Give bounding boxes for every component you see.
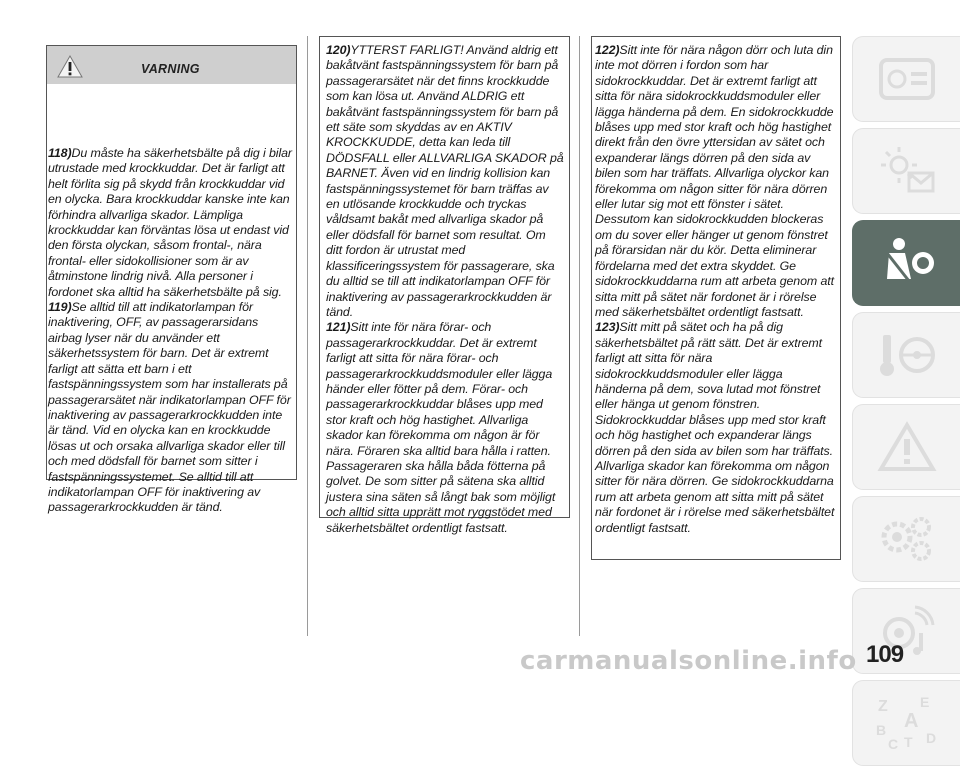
watermark: carmanualsonline.info <box>520 646 857 676</box>
index-letter: B <box>875 722 886 738</box>
warning-lights-icon <box>875 143 939 199</box>
note-120 <box>326 43 565 320</box>
warning-title: VARNING <box>141 62 200 76</box>
tab-warning-lights[interactable] <box>852 128 960 214</box>
note-number: 123) <box>595 320 620 335</box>
page-number: 109 <box>866 641 904 668</box>
alphabet-index-icon <box>872 693 942 753</box>
note-number: 118) <box>48 146 72 160</box>
notes-box-3 <box>591 36 841 560</box>
note-text: YTTERST FARLIGT! Använd aldrig ett bakåtvänt fastspänningssystem för barn på passagerarsätet när det finns krockkudde som kan lösa ut. Använd ALDRIG ett bakåtvänt fastspänningssystem för barn på ett säte som skyddas av en AKTIV KROCKKUDDE, detta kan leda till DÖDSFALL eller ALLVARLIGA SKADOR på BARNET. Även vid en lindrig kollision kan fastspänningssystemet för barn träffas av en utlösande krockkudde och tryckas våldsamt bakåt med allvarliga skador på eller dödsfall för barnet som resultat. Om ditt fordon är utrustat med klassificeringssystem för passagerare, ska du alltid se till att indikatorlampan OFF för inaktivering av passagerarkrockkudden är tänd. <box>326 43 564 319</box>
note-122 <box>595 43 837 320</box>
note-text: Sitt mitt på sätet och ha på dig säkerhetsbältet på rätt sätt. Det är extremt farligt att sitta för nära sidokrockkuddsmoduler eller lägga händerna på dem, sova lutad mot fönstret eller hänga ut genom fönstren. Sidokrockkuddar blåses upp med stor kraft och hög hastighet och expanderar längs dörren på den sida av bilen som har träffats. Allvarliga skador kan förekomma om någon sitter för nära dörren. Ge sidokrockkuddarna rum att arbeta genom att sitta mitt på sätet när fordonet är i rörelse med säkerhetsbältet ordentligt fastsatt. <box>595 320 835 535</box>
key-steering-icon <box>875 327 939 383</box>
note-118 <box>48 146 292 300</box>
note-119 <box>48 300 292 516</box>
note-121 <box>326 320 565 536</box>
warning-triangle-icon <box>875 419 939 475</box>
warning-box <box>46 45 297 515</box>
notes-box-2 <box>319 36 570 535</box>
warning-header <box>47 46 296 84</box>
seatbelt-airbag-icon <box>875 235 939 291</box>
car-dashboard-icon <box>877 54 937 104</box>
index-letter: Z <box>877 698 888 715</box>
index-letter: E <box>919 694 929 710</box>
tab-index[interactable] <box>852 680 960 766</box>
note-number: 119) <box>48 300 72 315</box>
index-letter: A <box>903 710 918 732</box>
note-text: Du måste ha säkerhetsbälte på dig i bilar utrustade med krockkuddar. Det är farligt att helt förlita sig på skydd från krockkuddar vid en olycka. Bara krockkuddar kanske inte kan förhindra allvarliga skador. Lämpliga krockkuddar kan förväntas lösa ut endast vid den första olyckan, såsom frontal-, nära frontal- eller sidokollisioner som är av åtminstone lindrig nivå. Alla personer i fordonet ska alltid ha säkerhetsbälte på sig. <box>48 146 292 299</box>
note-text: Sitt inte för nära förar- och passagerarkrockkuddar. Det är extremt farligt att sitta för nära förar- och passagerarkrockkuddsmoduler eller lägga händer eller fötter på dem. Förar- och passagerarkrockkuddar blåses upp med stor kraft och hög hastighet. Allvarliga skador kan förekomma om någon är för nära. Föraren ska alltid bara hålla i ratten. Passageraren ska hålla båda fötterna på golvet. De som sitter på sätena ska alltid justera sina säten så långt bak som möjligt och alltid sitta upprätt mot ryggstödet med säkerhetsbältet ordentligt fastsatt. <box>326 320 556 535</box>
note-number: 121) <box>326 320 351 335</box>
column-divider-1 <box>307 36 308 636</box>
warning-triangle-icon <box>57 55 83 78</box>
note-123 <box>595 320 837 536</box>
warning-body <box>47 84 296 516</box>
notes-body-3 <box>592 37 840 536</box>
note-text: Sitt inte för nära någon dörr och luta din inte mot dörren i fordon som har sidokrockkuddar. Det är extremt farligt att sitta för nära sidokrockkuddsmoduler eller lägga händerna på dem. En sidokrockkudde blåses upp med stor kraft och hög hastighet direkt från den övre yttersidan av sätet och expanderar längs dörren på den sida av bilen som har träffats. Allvarliga olyckor kan förekomma om någon sitter för nära dörren eller lutar sig mot ett fönster i sätet. Dessutom kan sidokrockkudden blockeras om du sover eller hänger ut genom fönstret på förarsidan när du kör. Detta eliminerar fördelarna med det extra skyddet. Ge sidokrockkuddarna rum att arbeta genom att sitta mitt på sätet när fordonet är i rörelse med säkerhetsbältet ordentligt fastsatt. <box>595 43 834 319</box>
column-divider-2 <box>579 36 580 636</box>
note-text: Se alltid till att indikatorlampan för inaktivering, OFF, av passagerarsidans airbag lyser när du använder ett säkerhetssystem för barn. Det är extremt farligt att sätta ett barn i ett fastspänningssystem som har installerats på passagerarsätet när indikatorlampan OFF för inaktivering av passagerarkrockkudden inte är tänd. Vid en olycka kan en krockkudde lösas ut och orsaka allvarliga skador eller till och med dödsfall för barnet som sitter i fastspänningssystemet. Se alltid till att indikatorlampan OFF för inaktivering av passagerarkrockkudden är tänd. <box>48 300 291 515</box>
tab-safety[interactable] <box>852 220 960 306</box>
service-gears-icon <box>875 511 939 567</box>
note-number: 122) <box>595 43 620 57</box>
tab-service[interactable] <box>852 496 960 582</box>
index-letter: D <box>925 730 936 746</box>
tab-starting-driving[interactable] <box>852 312 960 398</box>
note-number: 120) <box>326 43 351 57</box>
notes-body-2 <box>320 37 569 536</box>
index-letter: C <box>887 736 898 752</box>
tab-emergency[interactable] <box>852 404 960 490</box>
index-letter: T <box>903 734 913 750</box>
tab-dashboard[interactable] <box>852 36 960 122</box>
